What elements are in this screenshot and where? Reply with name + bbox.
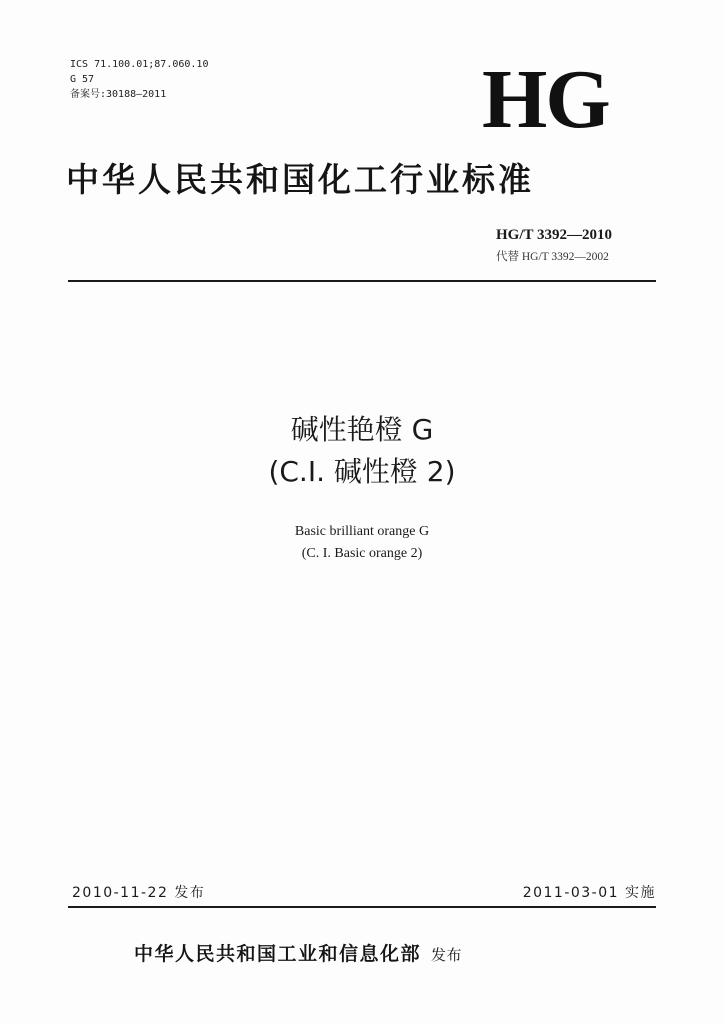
english-title: Basic brilliant orange G <box>294 524 430 539</box>
hg-logo: HG <box>482 53 609 146</box>
bottom-divider <box>68 906 656 908</box>
effective-date: 2011-03-01 实施 <box>522 885 656 901</box>
chinese-title: 碱性艳橙 G <box>290 413 434 446</box>
standard-number: HG/T 3392—2010 <box>496 227 612 243</box>
organization-title: 中华人民共和国化工行业标准 <box>66 160 534 199</box>
publish-action: 发布 <box>431 946 463 964</box>
classification-block <box>70 57 208 102</box>
replaces-standard: 代替 HG/T 3392—2002 <box>496 251 609 263</box>
top-divider <box>68 280 656 282</box>
ics-code: ICS 71.100.01;87.060.10 <box>70 59 209 70</box>
ccs-code: G 57 <box>70 74 95 85</box>
english-subtitle: (C. I. Basic orange 2) <box>301 546 423 561</box>
filing-number: 备案号:30188—2011 <box>70 89 167 100</box>
publisher-line <box>134 940 462 969</box>
issue-date: 2010-11-22 发布 <box>72 885 206 901</box>
chinese-subtitle: (C.I. 碱性橙 2) <box>268 455 456 488</box>
publisher-name: 中华人民共和国工业和信息化部 <box>134 943 422 965</box>
